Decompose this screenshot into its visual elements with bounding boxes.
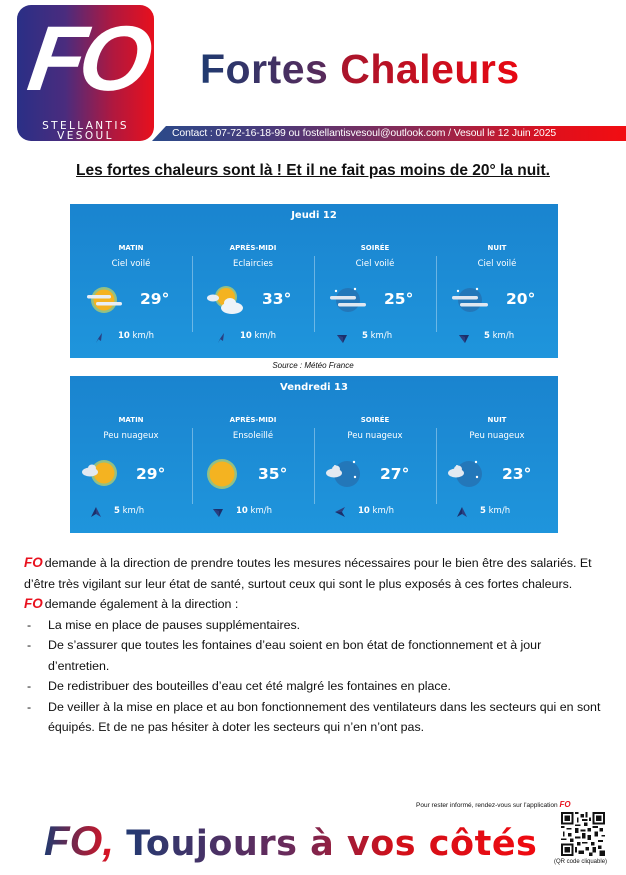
- forecast-day-label: Vendredi 13: [280, 382, 348, 393]
- forecast-panel-day-1: [70, 204, 558, 358]
- paragraph-2: FO demande également à la direction :: [24, 596, 239, 611]
- moon-haze-icon: [328, 284, 368, 316]
- period-temperature: 29°: [136, 465, 166, 483]
- forecast-day-label: Jeudi 12: [291, 210, 337, 221]
- period-temperature: 29°: [140, 290, 170, 308]
- forecast-period-nuit: [436, 204, 558, 358]
- period-name: MATIN: [118, 416, 144, 424]
- period-name: MATIN: [118, 244, 144, 252]
- period-condition: Peu nuageux: [103, 431, 159, 441]
- list-item: - De redistribuer des bouteilles d’eau cet été malgré les fontaines en place.: [27, 679, 451, 693]
- fo-stellantis-logo: [17, 5, 154, 141]
- period-wind: 5 km/h: [362, 331, 393, 341]
- period-name: APRÈS-MIDI: [229, 416, 277, 424]
- slogan-text: Toujours à vos côtés: [126, 824, 538, 864]
- period-temperature: 23°: [502, 465, 532, 483]
- list-item: - De veiller à la mise en place et au bon fonctionnement des ventilateurs dans les secteurs qui en sont équipés. Et de ne pas hésiter à doter les secteurs qui n’en n’ont pas.: [27, 699, 601, 734]
- wind-direction-icon: [336, 332, 348, 344]
- period-condition: Peu nuageux: [469, 431, 525, 441]
- forecast-period-matin: [70, 204, 192, 358]
- period-wind: 5 km/h: [114, 506, 145, 516]
- fo-mark: FO: [559, 800, 571, 809]
- period-wind: 10 km/h: [236, 506, 273, 516]
- forecast-period-apres-midi: [192, 376, 314, 533]
- period-wind: 5 km/h: [484, 331, 515, 341]
- period-condition: Ciel voilé: [355, 259, 395, 269]
- wind-direction-icon: [458, 332, 470, 344]
- sun-small-cloud-icon: [80, 458, 120, 490]
- qr-code-icon[interactable]: [561, 811, 605, 857]
- moon-cloud-icon: [446, 458, 486, 490]
- period-wind: 10 km/h: [118, 331, 155, 341]
- list-item: - La mise en place de pauses supplémentaires.: [27, 617, 301, 632]
- qr-caption: (QR code cliquable): [554, 859, 608, 865]
- logo-mark: FO: [22, 8, 153, 110]
- wind-direction-icon: [456, 506, 468, 518]
- period-temperature: 20°: [506, 290, 536, 308]
- title-word-1: Fortes: [200, 46, 329, 92]
- logo-line-2: VESOUL: [57, 130, 114, 141]
- forecast-source: Source : Météo France: [272, 361, 354, 370]
- logo-line-1: STELLANTIS: [42, 120, 129, 132]
- period-temperature: 25°: [384, 290, 414, 308]
- wind-direction-icon: [334, 506, 346, 518]
- sun-cloud-icon: [206, 284, 246, 316]
- forecast-period-nuit: [436, 376, 558, 533]
- period-temperature: 27°: [380, 465, 410, 483]
- period-temperature: 33°: [262, 290, 292, 308]
- page-title: [200, 44, 520, 94]
- moon-haze-icon: [450, 284, 490, 316]
- slogan-fo: FO,: [44, 817, 114, 864]
- sun-haze-icon: [84, 284, 124, 316]
- fo-mark: FO: [24, 596, 43, 611]
- slogan: [44, 818, 537, 867]
- sun-icon: [202, 458, 242, 490]
- paragraph-1: FO demande à la direction de prendre toutes les mesures nécessaires pour le bien être des salariés. Et d’être très vigilant sur leur état de santé, surtout ceux qui sont le plus exposés à ces fortes chaleurs.: [24, 555, 592, 591]
- period-wind: 10 km/h: [240, 331, 277, 341]
- forecast-period-matin: [70, 376, 192, 533]
- period-condition: Ciel voilé: [111, 259, 151, 269]
- forecast-panel-day-2: [70, 376, 558, 533]
- wind-direction-icon: [92, 332, 104, 344]
- period-wind: 5 km/h: [480, 506, 511, 516]
- forecast-period-soiree: [314, 376, 436, 533]
- period-temperature: 35°: [258, 465, 288, 483]
- period-wind: 10 km/h: [358, 506, 395, 516]
- wind-direction-icon: [212, 506, 224, 518]
- title-word-2: Chaleurs: [340, 46, 520, 92]
- body-text: [24, 553, 604, 738]
- period-condition: Peu nuageux: [347, 431, 403, 441]
- period-name: NUIT: [487, 416, 507, 424]
- wind-direction-icon: [214, 332, 226, 344]
- app-info: Pour rester informé, rendez-vous sur l’application FO: [416, 800, 571, 809]
- period-name: SOIRÉE: [360, 244, 390, 252]
- contact-info[interactable]: Contact : 07-72-16-18-99 ou fostellantisvesoul@outlook.com / Vesoul le 12 Juin 2025: [172, 128, 557, 139]
- period-name: NUIT: [487, 244, 507, 252]
- headline: Les fortes chaleurs sont là ! Et il ne fait pas moins de 20° la nuit.: [76, 162, 550, 179]
- forecast-period-soiree: [314, 204, 436, 358]
- period-condition: Ensoleillé: [232, 431, 274, 441]
- demands-list: [24, 615, 604, 738]
- period-name: SOIRÉE: [360, 416, 390, 424]
- period-name: APRÈS-MIDI: [229, 244, 277, 252]
- moon-cloud-icon: [324, 458, 364, 490]
- period-condition: Eclaircies: [233, 259, 273, 269]
- period-condition: Ciel voilé: [477, 259, 517, 269]
- forecast-period-apres-midi: [192, 204, 314, 358]
- fo-mark: FO: [24, 555, 43, 570]
- list-item: - De s’assurer que toutes les fontaines d’eau soient en bon état de fonctionnement et à jour d’entretien.: [27, 638, 542, 673]
- wind-direction-icon: [90, 506, 102, 518]
